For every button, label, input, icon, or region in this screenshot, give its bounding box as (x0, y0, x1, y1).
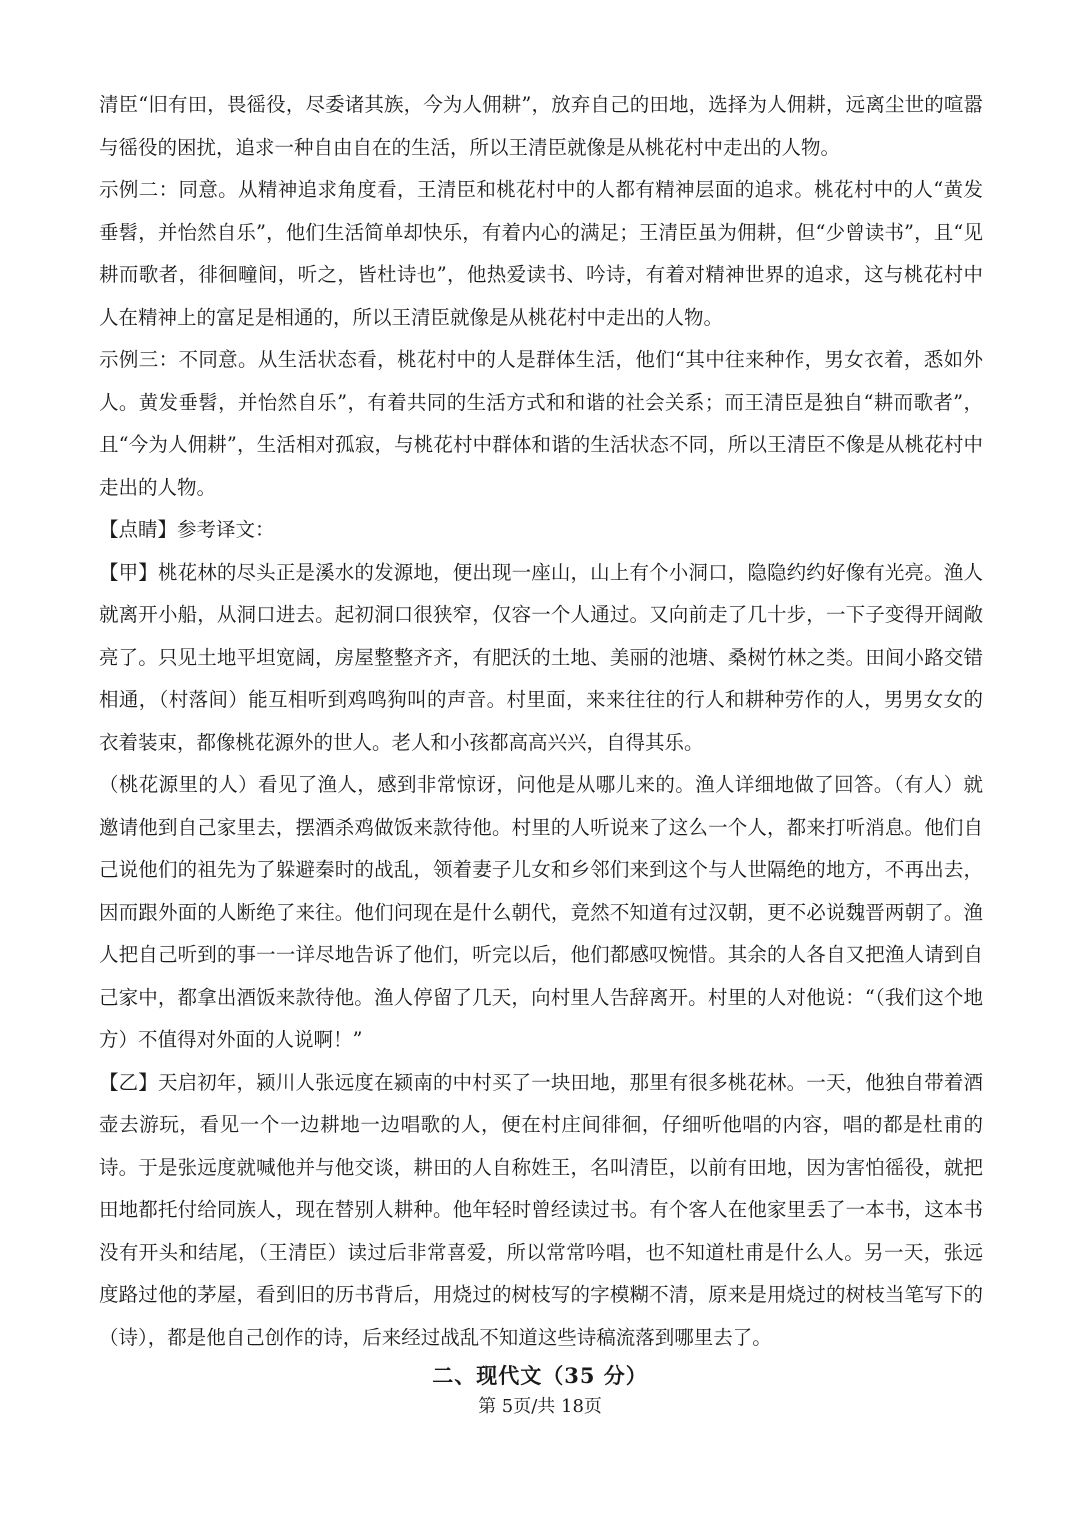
paragraph-jia-translation-cont: （桃花源里的人）看见了渔人，感到非常惊讶，问他是从哪儿来的。渔人详细地做了回答。（有人）就邀请他到自己家里去，摆酒杀鸡做饭来款待他。村里的人听说来了这么一个人，都来打听消息。他们自己说他们的祖先为了躲避秦时的战乱，领着妻子儿女和乡邻们来到这个与人世隔绝的地方，不再出去，因而跟外面的人断绝了来往。他们问现在是什么朝代，竟然不知道有过汉朝，更不必说魏晋两朝了。渔人把自己听到的事一一详尽地告诉了他们，听完以后，他们都感叹惋惜。其余的人各自又把渔人请到自己家中，都拿出酒饭来款待他。渔人停留了几天，向村里人告辞离开。村里的人对他说：“（我们这个地方）不值得对外面的人说啊！” (99, 773, 983, 1051)
paragraph-example-one-end: 清臣“旧有田，畏徭役，尽委诸其族，今为人佣耕”，放弃自己的田地，选择为人佣耕，远离尘世的喧嚣与徭役的困扰，追求一种自由自在的生活，所以王清臣就像是从桃花村中走出的人物。 (99, 93, 983, 159)
document-body (99, 84, 983, 1359)
paragraph-example-three: 示例三：不同意。从生活状态看，桃花村中的人是群体生活，他们“其中往来种作，男女衣着，悉如外人。黄发垂髫，并怡然自乐”，有着共同的生活方式和和谐的社会关系；而王清臣是独自“耕而歌者”，且“今为人佣耕”，生活相对孤寂，与桃花村中群体和谐的生活状态不同，所以王清臣不像是从桃花村中走出的人物。 (99, 348, 983, 499)
paragraph-example-two: 示例二：同意。从精神追求角度看，王清臣和桃花村中的人都有精神层面的追求。桃花村中的人“黄发垂髫，并怡然自乐”，他们生活简单却快乐，有着内心的满足；王清臣虽为佣耕，但“少曾读书”，且“见耕而歌者，徘徊疃间，听之，皆杜诗也”，他热爱读书、吟诗，有着对精神世界的追求，这与桃花村中人在精神上的富足是相通的，所以王清臣就像是从桃花村中走出的人物。 (99, 178, 983, 329)
page-number: 第 5页/共 18页 (478, 1396, 602, 1417)
paragraph-dianjing-heading: 【点睛】参考译文： (99, 518, 275, 541)
paragraph-yi-translation: 【乙】天启初年，颍川人张远度在颍南的中村买了一块田地，那里有很多桃花林。一天，他独自带着酒壶去游玩，看见一个一边耕地一边唱歌的人，便在村庄间徘徊，仔细听他唱的内容，唱的都是杜甫的诗。于是张远度就喊他并与他交谈，耕田的人自称姓王，名叫清臣，以前有田地，因为害怕徭役，就把田地都托付给同族人，现在替别人耕种。他年轻时曾经读过书。有个客人在他家里丢了一本书，这本书没有开头和结尾，（王清臣）读过后非常喜爱，所以常常吟唱，也不知道杜甫是什么人。另一天，张远度路过他的茅屋，看到旧的历书背后，用烧过的树枝写的字模糊不清，原来是用烧过的树枝当笔写下的（诗），都是他自己创作的诗，后来经过战乱不知道这些诗稿流落到哪里去了。 (99, 1070, 983, 1349)
section-title: 二、现代文（35 分） (432, 1363, 648, 1388)
paragraph-jia-translation: 【甲】桃花林的尽头正是溪水的发源地，便出现一座山，山上有个小洞口，隐隐约约好像有光亮。渔人就离开小船，从洞口进去。起初洞口很狭窄，仅容一个人通过。又向前走了几十步，一下子变得开阔敞亮了。只见土地平坦宽阔，房屋整整齐齐，有肥沃的土地、美丽的池塘、桑树竹林之类。田间小路交错相通，（村落间）能互相听到鸡鸣狗叫的声音。村里面，来来往往的行人和耕种劳作的人，男男女女的衣着装束，都像桃花源外的世人。老人和小孩都高高兴兴，自得其乐。 (99, 560, 983, 754)
